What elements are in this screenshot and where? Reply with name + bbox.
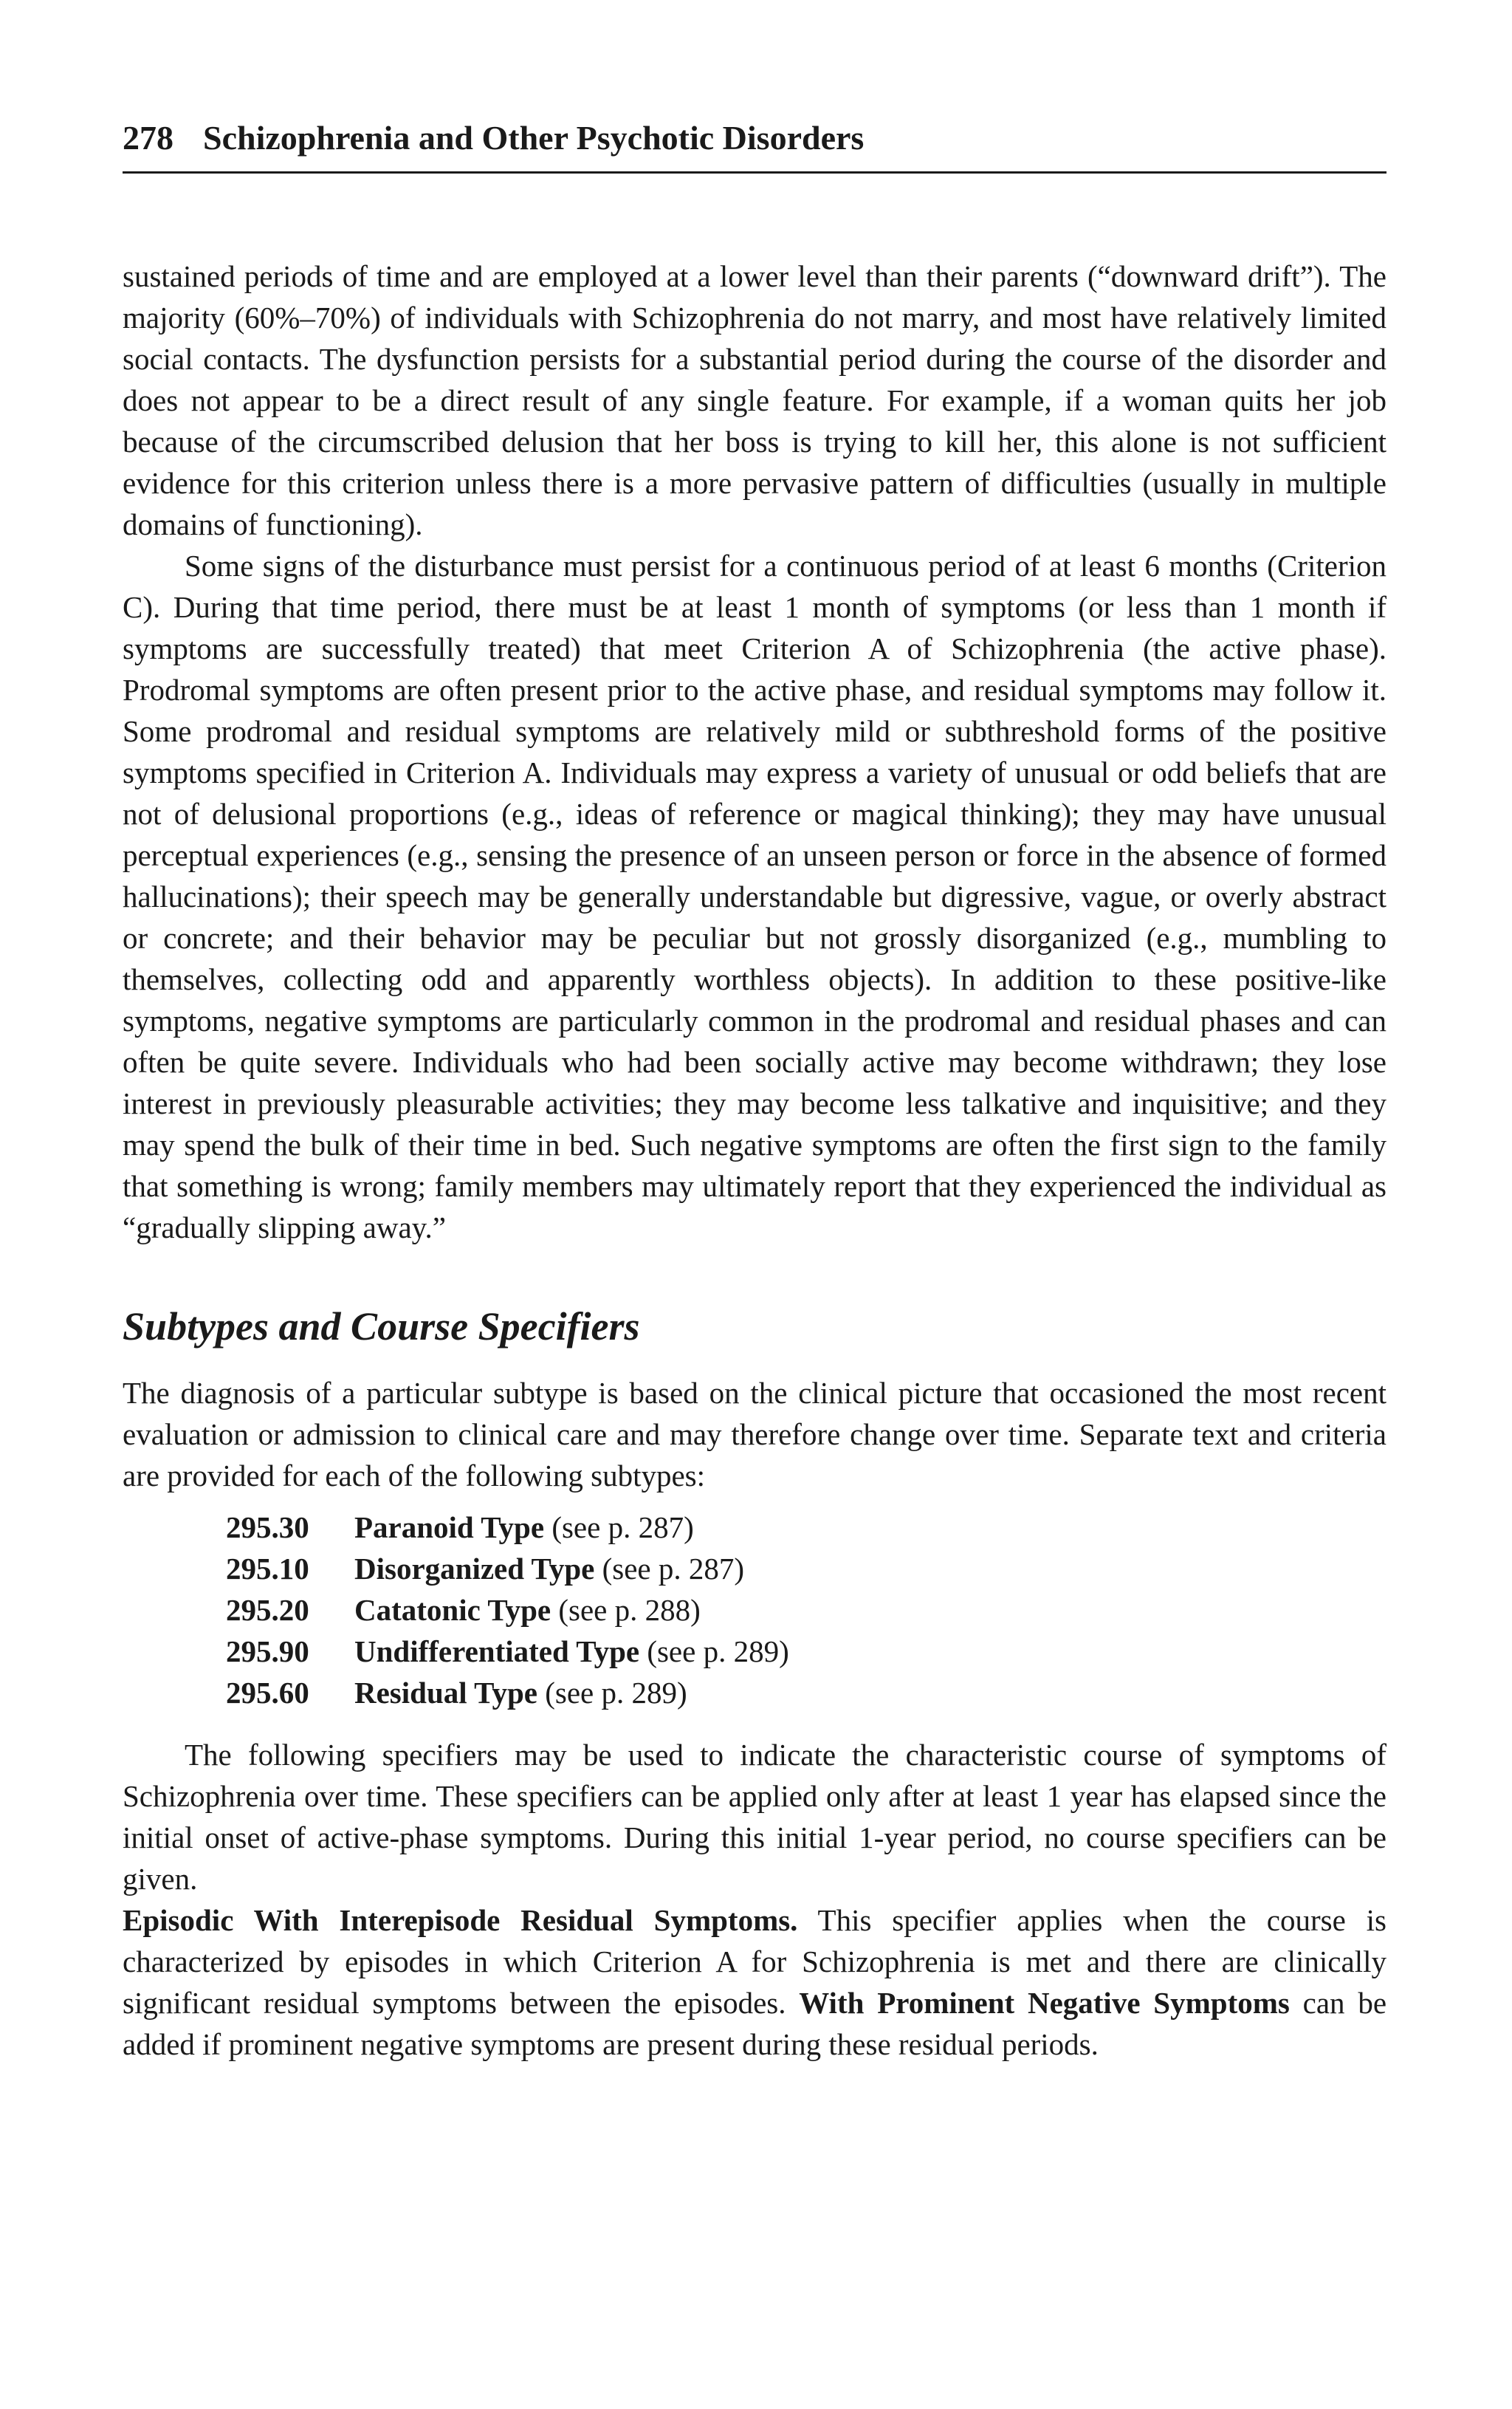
subtype-name: Disorganized Type bbox=[354, 1552, 595, 1586]
subtype-code: 295.90 bbox=[226, 1634, 309, 1668]
specifier-episodic bbox=[123, 1899, 1386, 2065]
subtype-ref: (see p. 287) bbox=[602, 1552, 745, 1586]
specifier-text: This specifier applies when the course is characterized by episodes in which Criterion A for Schizophrenia is met and there are clinically significant residual symptoms between the episodes. bbox=[123, 1903, 1386, 2020]
specifier-subtext: can be added if prominent negative symptoms are present during these residual periods. bbox=[123, 1986, 1387, 2061]
subtype-name: Undifferentiated Type bbox=[354, 1634, 640, 1668]
running-head bbox=[123, 112, 1386, 174]
subtype-list bbox=[226, 1507, 1386, 1713]
subtypes-intro: The diagnosis of a particular subtype is based on the clinical picture that occasioned the most recent evaluation or admission to clinical care and may therefore change over time. Separate text and criteria are provided for each of the following subtypes: bbox=[123, 1376, 1386, 1493]
running-head-title: Schizophrenia and Other Psychotic Disorders bbox=[203, 119, 865, 157]
subtype-ref: (see p. 289) bbox=[545, 1676, 687, 1710]
subtype-name: Residual Type bbox=[354, 1676, 537, 1710]
subtype-code: 295.20 bbox=[226, 1593, 309, 1627]
subtype-name: Paranoid Type bbox=[354, 1510, 545, 1544]
subtype-ref: (see p. 287) bbox=[551, 1510, 694, 1544]
paragraph-criterion-c: Some signs of the disturbance must persist for a continuous period of at least 6 months (Criterion C). During that time period, there must be at least 1 month of symptoms (or less than 1 month if symptoms are successfully treated) that meet Criterion A of Schizophrenia (the active phase). Prodromal symptoms are often present prior to the active phase, and residual symptoms may follow it. Some prodromal and residual symptoms are relatively mild or subthreshold forms of the positive symptoms specified in Criterion A. Individuals may express a variety of unusual or odd beliefs that are not of delusional proportions (e.g., ideas of reference or magical thinking); they may have unusual perceptual experiences (e.g., sensing the presence of an unseen person or force in the absence of formed hallucinations); their speech may be generally understandable but digressive, vague, or overly abstract or concrete; and their behavior may be peculiar but not grossly disorganized (e.g., mumbling to themselves, collecting odd and apparently worthless objects). In addition to these positive-like symptoms, negative symptoms are particularly common in the prodromal and residual phases and can often be quite severe. Individuals who had been socially active may become withdrawn; they lose interest in previously pleasurable activities; they may become less talkative and inquisitive; and they may spend the bulk of their time in bed. Such negative symptoms are often the first sign to the family that something is wrong; family members may ultimately report that they experienced the individual as “gradually slipping away.” bbox=[123, 549, 1386, 1244]
specifier-subterm: With Prominent Negative Symptoms bbox=[799, 1986, 1290, 2020]
list-item bbox=[226, 1589, 1386, 1631]
list-item bbox=[226, 1631, 1386, 1672]
paragraph-continuation: sustained periods of time and are employed at a lower level than their parents (“downward drift”). The majority (60%–70%) of individuals with Schizophrenia do not marry, and most have relatively limited social contacts. The dysfunction persists for a substantial period during the course of the disorder and does not appear to be a direct result of any single feature. For example, if a woman quits her job because of the circumscribed delusion that her boss is trying to kill her, this alone is not sufficient evidence for this criterion unless there is a more pervasive pattern of difficulties (usually in multiple domains of functioning). bbox=[123, 259, 1386, 541]
subtype-code: 295.60 bbox=[226, 1676, 309, 1710]
list-item bbox=[226, 1507, 1386, 1548]
course-specifiers-intro: The following specifiers may be used to indicate the characteristic course of symptoms of Schizophrenia over time. These specifiers can be applied only after at least 1 year has elapsed since the initial onset of active-phase symptoms. During this initial 1-year period, no course specifiers can be given. bbox=[123, 1738, 1386, 1896]
subtype-code: 295.30 bbox=[226, 1510, 309, 1544]
specifier-term: Episodic With Interepisode Residual Symptoms. bbox=[123, 1903, 798, 1937]
list-item bbox=[226, 1548, 1386, 1589]
body-text bbox=[123, 256, 1386, 2065]
section-heading: Subtypes and Course Specifiers bbox=[123, 1304, 640, 1349]
subtype-ref: (see p. 288) bbox=[558, 1593, 701, 1627]
subtype-name: Catatonic Type bbox=[354, 1593, 551, 1627]
page-number: 278 bbox=[123, 119, 173, 157]
list-item bbox=[226, 1672, 1386, 1713]
subtype-code: 295.10 bbox=[226, 1552, 309, 1586]
subtype-ref: (see p. 289) bbox=[647, 1634, 789, 1668]
